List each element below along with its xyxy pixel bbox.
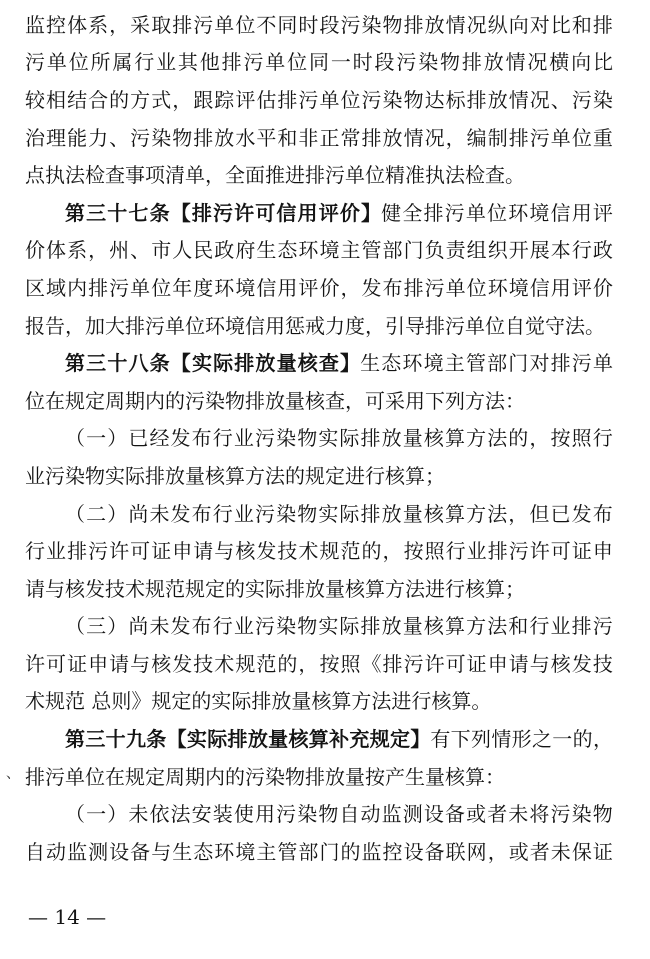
line-text: 报告，加大排污单位环境信用惩戒力度，引导排污单位自觉守法。 — [25, 313, 605, 338]
article-heading: 第 三 十 七 条 【 排 污 许 可 信 用 评 价 】 — [65, 200, 381, 225]
stray-mark: 、 — [6, 766, 20, 782]
line-text: 行 业 排 污 许 可 证 申 请 与 核 发 技 术 规 范 的 ， 按 照 行 业 排 污 许 可 证 申 — [25, 539, 613, 564]
text-line — [25, 81, 613, 119]
line-text: 自 动 监 测 设 备 与 生 态 环 境 主 管 部 门 的 监 控 设 备 联 网 ， 或 者 未 保 证 — [25, 839, 613, 864]
line-text: 术规范 总则》规定的实际排放量核算方法进行核算。 — [25, 689, 492, 714]
document-body — [25, 6, 613, 871]
line-text: （ 二 ） 尚 未 发 布 行 业 污 染 物 实 际 排 放 量 核 算 方 法 ， 但 已 发 布 — [65, 501, 613, 526]
article-heading: 第 三 十 八 条 【 实 际 排 放 量 核 查 】 — [65, 351, 361, 376]
line-text: 排污单位在规定周期内的污染物排放量按产生量核算： — [25, 764, 505, 789]
line-text: 健 全 排 污 单 位 环 境 信 用 评 — [381, 200, 613, 225]
text-line — [25, 795, 613, 833]
text-line — [25, 44, 613, 82]
text-line — [25, 194, 613, 232]
line-text: （ 一 ） 已 经 发 布 行 业 污 染 物 实 际 排 放 量 核 算 方 法 的 ， 按 照 行 — [65, 426, 613, 451]
line-text: 请与核发技术规范规定的实际排放量核算方法进行核算； — [25, 576, 525, 601]
line-text: 监 控 体 系 ， 采 取 排 污 单 位 不 同 时 段 污 染 物 排 放 情 况 纵 向 对 比 和 排 — [25, 12, 613, 37]
line-text: 许 可 证 申 请 与 核 发 技 术 规 范 的 ， 按 照 《 排 污 许 可 证 申 请 与 核 发 技 — [25, 651, 613, 676]
text-line — [25, 307, 613, 345]
text-line — [25, 683, 613, 721]
line-text: 污 单 位 所 属 行 业 其 他 排 污 单 位 同 一 时 段 污 染 物 排 放 情 况 横 向 比 — [25, 50, 613, 75]
line-text: （ 一 ） 未 依 法 安 装 使 用 污 染 物 自 动 监 测 设 备 或 者 未 将 污 染 物 — [65, 802, 613, 827]
line-text: 有 下 列 情 形 之 一 的 ， — [430, 727, 613, 752]
line-text: 位在规定周期内的污染物排放量核查，可采用下列方法： — [25, 388, 525, 413]
text-line — [25, 420, 613, 458]
line-text: 治 理 能 力 、 污 染 物 排 放 水 平 和 非 正 常 排 放 情 况 ， 编 制 排 污 单 位 重 — [25, 125, 613, 150]
text-line — [25, 269, 613, 307]
page-number: — 14 — — [28, 905, 107, 929]
line-text: （ 三 ） 尚 未 发 布 行 业 污 染 物 实 际 排 放 量 核 算 方 法 和 行 业 排 污 — [65, 614, 613, 639]
text-line — [25, 532, 613, 570]
text-line — [25, 758, 613, 796]
text-line — [25, 833, 613, 871]
text-line — [25, 570, 613, 608]
text-line — [25, 608, 613, 646]
text-line — [25, 720, 613, 758]
text-line — [25, 495, 613, 533]
text-line — [25, 457, 613, 495]
text-line — [25, 382, 613, 420]
text-line — [25, 344, 613, 382]
line-text: 区 域 内 排 污 单 位 年 度 环 境 信 用 评 价 ， 发 布 排 污 单 位 环 境 信 用 评 价 — [25, 275, 613, 300]
line-text: 点执法检查事项清单，全面推进排污单位精准执法检查。 — [25, 163, 525, 188]
text-line — [25, 119, 613, 157]
line-text: 生 态 环 境 主 管 部 门 对 排 污 单 — [360, 351, 613, 376]
text-line — [25, 6, 613, 44]
text-line — [25, 156, 613, 194]
line-text: 业污染物实际排放量核算方法的规定进行核算； — [25, 463, 445, 488]
line-text: 价 体 系 ， 州 、 市 人 民 政 府 生 态 环 境 主 管 部 门 负 责 组 织 开 展 本 行 政 — [25, 238, 613, 263]
text-line — [25, 645, 613, 683]
text-line — [25, 232, 613, 270]
line-text: 较 相 结 合 的 方 式 ， 跟 踪 评 估 排 污 单 位 污 染 物 达 标 排 放 情 况 、 污 染 — [25, 87, 613, 112]
article-heading: 第 三 十 九 条 【 实 际 排 放 量 核 算 补 充 规 定 】 — [65, 727, 431, 752]
